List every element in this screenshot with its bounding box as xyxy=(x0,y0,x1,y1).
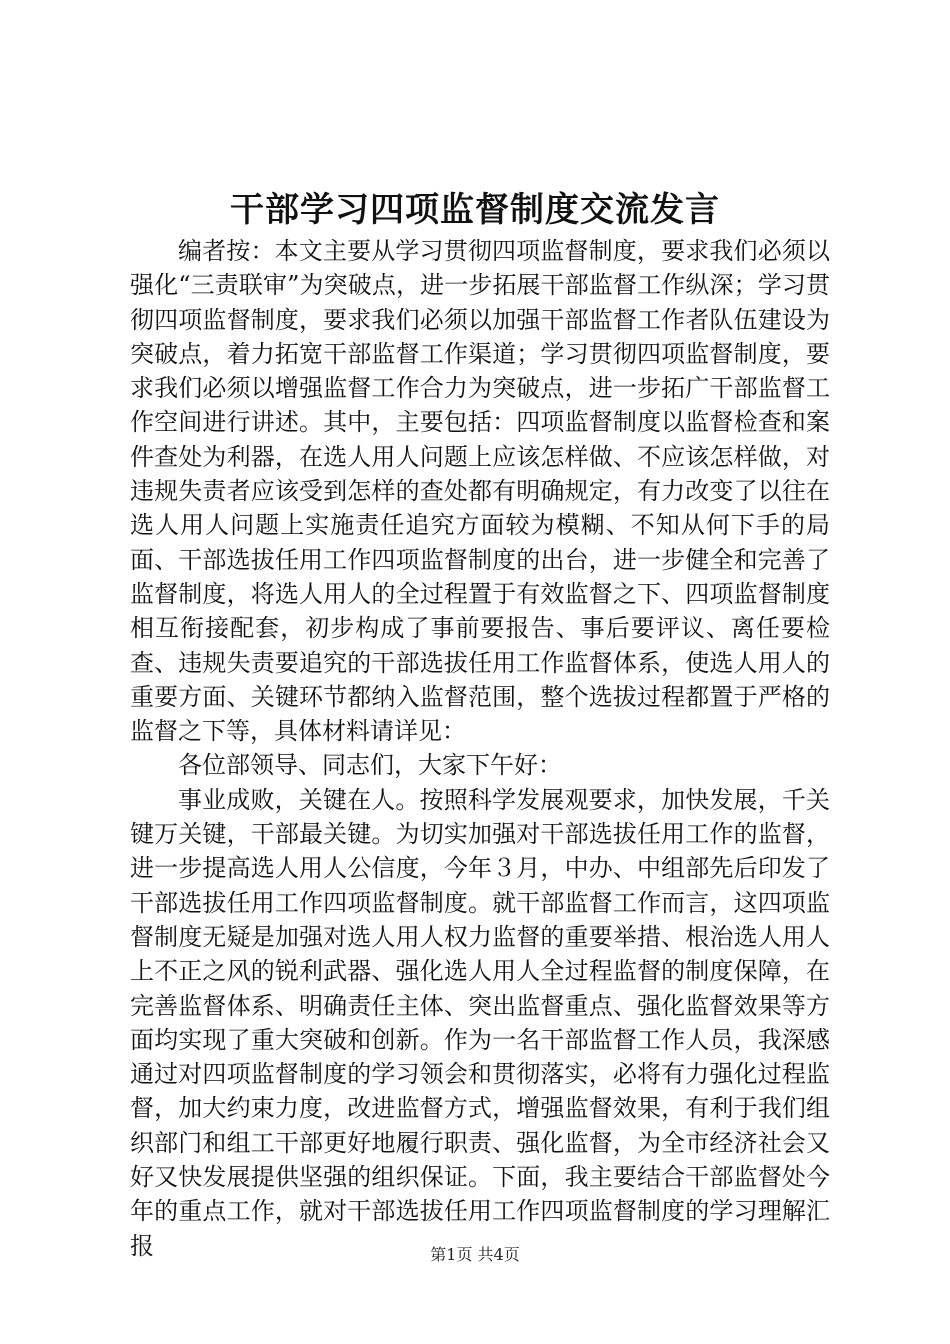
document-body xyxy=(130,234,830,1263)
main-paragraph: 事业成败，关键在人。按照科学发展观要求，加快发展，千关键万关键，干部最关键。为切实加强对干部选拔任用工作的监督，进一步提高选人用人公信度，今年３月，中办、中组部先后印发了干部选拔任用工作四项监督制度。就干部监督工作而言，这四项监督制度无疑是加强对选人用人权力监督的重要举措、根治选人用人上不正之风的锐利武器、强化选人用人全过程监督的制度保障，在完善监督体系、明确责任主体、突出监督重点、强化监督效果等方面均实现了重大突破和创新。作为一名干部监督工作人员，我深感通过对四项监督制度的学习领会和贯彻落实，必将有力强化过程监督，加大约束力度，改进监督方式，增强监督效果，有利于我们组织部门和组工干部更好地履行职责、强化监督，为全市经济社会又好又快发展提供坚强的组织保证。下面，我主要结合干部监督处今年的重点工作，就对干部选拔任用工作四项监督制度的学习理解汇报 xyxy=(130,785,830,1260)
editor-note-paragraph: 编者按：本文主要从学习贯彻四项监督制度，要求我们必须以强化“三责联审”为突破点，进一步拓展干部监督工作纵深；学习贯彻四项监督制度，要求我们必须以加强干部监督工作者队伍建设为突破点，着力拓宽干部监督工作渠道；学习贯彻四项监督制度，要求我们必须以增强监督工作合力为突破点，进一步拓广干部监督工作空间进行讲述。其中，主要包括：四项监督制度以监督检查和案件查处为利器，在选人用人问题上应该怎样做、不应该怎样做，对违规失责者应该受到怎样的查处都有明确规定，有力改变了以往在选人用人问题上实施责任追究方面较为模糊、不知从何下手的局面、干部选拔任用工作四项监督制度的出台，进一步健全和完善了监督制度，将选人用人的全过程置于有效监督之下、四项监督制度相互衔接配套，初步构成了事前要报告、事后要评议、离任要检查、违规失责要追究的干部选拔任用工作监督体系，使选人用人的重要方面、关键环节都纳入监督范围，整个选拔过程都置于严格的监督之下等，具体材料请详见： xyxy=(130,237,830,746)
page-number-footer: 第1页 共4页 xyxy=(430,1245,520,1264)
document-title: 干部学习四项监督制度交流发言 xyxy=(230,190,720,230)
greeting-paragraph: 各位部领导、同志们，大家下午好： xyxy=(178,751,562,780)
